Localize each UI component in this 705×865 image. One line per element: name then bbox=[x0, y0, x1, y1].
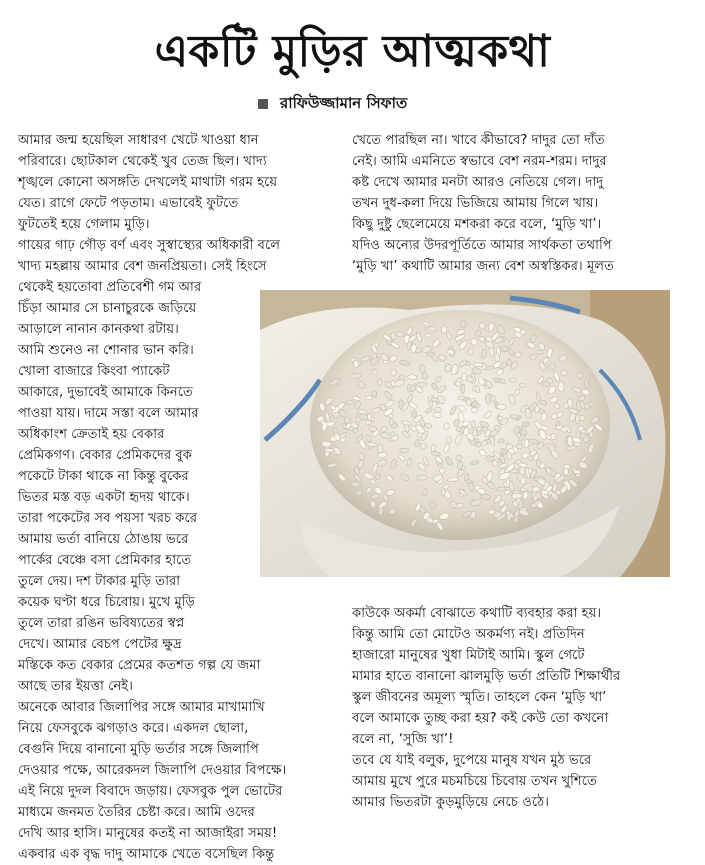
author-byline bbox=[258, 92, 407, 116]
text-line: কয়েক ঘণ্টা ধরে চিবোয়। মুখে মুড়ি bbox=[18, 595, 195, 610]
text-line: পরিবারে। ছোটকাল থেকেই খুব তেজ ছিল। খাদ্য bbox=[18, 154, 267, 169]
text-line: আমি শুনেও না শোনার ভান করি। bbox=[18, 343, 194, 358]
text-line: হাজারো মানুষের খুধা মিটাই আমি। স্কুল গেটে bbox=[352, 648, 585, 663]
text-line: খোলা বাজারে কিংবা প্যাকেট bbox=[18, 364, 170, 379]
text-line: পার্কের বেঞ্চে বসা প্রেমিকার হাতে bbox=[18, 553, 192, 568]
text-line: প্রেমিকগণ। বেকার প্রেমিকদের বুক bbox=[18, 448, 192, 463]
text-line: আমার জন্ম হয়েছিল সাধারণ খেটে খাওয়া ধান bbox=[18, 133, 259, 148]
text-line: অধিকাংশ ক্রেতাই হয় বেকার bbox=[18, 427, 165, 442]
text-line: তবে যে যাই বলুক, দুপেয়ে মানুষ যখন মুঠ ভরে bbox=[352, 753, 592, 768]
text-line: নিয়ে ফেসবুকে ঝগড়াও করে। একদল ছোলা, bbox=[18, 721, 249, 736]
right-column-top bbox=[352, 130, 614, 277]
text-line: ফুটতেই হয়ে গেলাম মুড়ি। bbox=[18, 217, 150, 232]
text-line: দেখে। আমার বেচপ পেটের ক্ষুদ্র bbox=[18, 637, 182, 652]
text-line: আড়ালে নানান কানকথা রটায়। bbox=[18, 322, 179, 337]
byline-square-icon bbox=[258, 99, 268, 109]
text-line: ভিতর মস্ত বড় একটা হৃদয় থাকে। bbox=[18, 490, 190, 505]
text-line: আমার ভিতরটা কুড়মুড়িয়ে নেচে ওঠে। bbox=[352, 795, 549, 810]
text-line: বলে আমাকে তুচ্ছ করা হয়? কই কেউ তো কখনো bbox=[352, 711, 609, 726]
text-line: তুলে তারা রঙিন ভবিষ্যতের স্বপ্ন bbox=[18, 616, 185, 631]
text-line: স্কুল জীবনের অমূল্য স্মৃতি। তাহলে কেন ‘মুড়ি খা’ bbox=[352, 690, 607, 705]
text-line: একবার এক বৃদ্ধ দাদু আমাকে খেতে বসেছিল কিন্তু bbox=[18, 847, 275, 862]
text-line: ‘মুড়ি খা’ কথাটি আমার জন্য বেশ অস্বস্তিকর। মূলত bbox=[352, 259, 614, 274]
text-line: তখন দুধ-কলা দিয়ে ভিজিয়ে আমায় গিলে খায়। bbox=[352, 196, 599, 211]
text-line: মামার হাতে বানানো ঝালমুড়ি ভর্তা প্রতিটি শিক্ষার্থীর bbox=[352, 669, 621, 684]
text-line: কাউকে অকর্মা বোঝাতে কথাটি ব্যবহার করা হয়। bbox=[352, 606, 602, 621]
text-line: অনেকে আবার জিলাপির সঙ্গে আমার মাখামাখি bbox=[18, 700, 265, 715]
text-line: বেগুনি দিয়ে বানানো মুড়ি ভর্তার সঙ্গে জিলাপি bbox=[18, 742, 259, 757]
text-line: গায়ের গাঢ় গৌড় বর্ণ এবং সুস্বাস্থ্যের অধিকারী বলে bbox=[18, 238, 281, 253]
text-line: আমায় মুখে পুরে মচমচিয়ে চিবোয় তখন খুশিতে bbox=[352, 774, 597, 789]
text-line: তারা পকেটের সব পয়সা খরচ করে bbox=[18, 511, 198, 526]
text-line: আছে তার ইয়ত্তা নেই। bbox=[18, 679, 133, 694]
left-column bbox=[18, 130, 286, 865]
article-title: একটি মুড়ির আত্মকথা bbox=[154, 26, 551, 77]
text-line: যদিও অন্যের উদরপূর্তিতে আমার সার্থকতা তথাপি bbox=[352, 238, 612, 253]
author-name: রাফিউজ্জামান সিফাত bbox=[280, 93, 408, 112]
text-line: কষ্ট দেখে আমার মনটা আরও নেতিয়ে গেল। দাদু bbox=[352, 175, 604, 190]
text-line: শৃঙ্খলে কোনো অসঙ্গতি দেখলেই মাথাটা গরম হয়ে bbox=[18, 175, 278, 190]
text-line: যেত। রাগে ফেটে পড়তাম। এভাবেই ফুটতে bbox=[18, 196, 239, 211]
text-line: আকারে, দুভাবেই আমাকে কিনতে bbox=[18, 385, 193, 400]
text-line: থেকেই হয়তোবা প্রতিবেশী গম আর bbox=[18, 280, 202, 295]
text-line: মস্তিকে কত বেকার প্রেমের কতশত গল্প যে জমা bbox=[18, 658, 261, 673]
text-line: মাধ্যমে জনমত তৈরির চেষ্টা করে। আমি ওদের bbox=[18, 805, 255, 820]
text-line: খাদ্য মহল্লায় আমার বেশ জনপ্রিয়তা। সেই হিংসে bbox=[18, 259, 267, 274]
right-column-bottom bbox=[352, 603, 620, 813]
text-line: এই নিয়ে দুদল বিবাদে জড়ায়। ফেসবুক পুল ভোটের bbox=[18, 784, 283, 799]
text-line: পাওয়া যায়। দামে সস্তা বলে আমার bbox=[18, 406, 199, 421]
text-line: কিছু দুষ্টু ছেলেমেয়ে মশকরা করে বলে, ‘মুড়ি খা’। bbox=[352, 217, 602, 232]
text-line: তুলে দেয়। দশ টাকার মুড়ি তারা bbox=[18, 574, 181, 589]
text-line: পকেটে টাকা থাকে না কিন্তু বুকের bbox=[18, 469, 189, 484]
text-line: কিন্তু আমি তো মোটেও অকর্মণ্য নই। প্রতিদিন bbox=[352, 627, 585, 642]
text-line: আমায় ভর্তা বানিয়ে ঠোঙায় ভরে bbox=[18, 532, 189, 547]
text-line: বলে না, ‘সুজি খা’! bbox=[352, 732, 454, 747]
puffed-rice-sack-photo bbox=[260, 290, 670, 577]
text-line: নেই। আমি এমনিতে স্বভাবে বেশ নরম-শরম। দাদুর bbox=[352, 154, 607, 169]
text-line: দেওয়ার পক্ষে, আরেকদল জিলাপি দেওয়ার বিপক্ষে। bbox=[18, 763, 287, 778]
text-line: খেতে পারছিল না। খাবে কীভাবে? দাদুর তো দাঁত bbox=[352, 133, 605, 148]
text-line: চিঁড়া আমার সে চানাচুরকে জড়িয়ে bbox=[18, 301, 197, 316]
text-line: দেখি আর হাসি। মানুষের কতই না আজাইরা সময়! bbox=[18, 826, 278, 841]
